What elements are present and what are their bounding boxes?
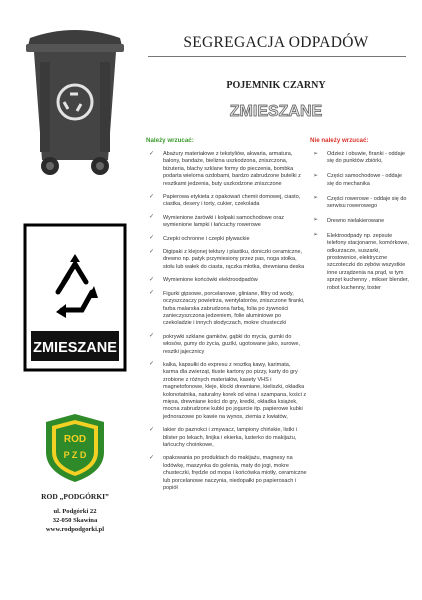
list-item: ➢ Części rowerowe - oddaje się do serwisu rowerowego xyxy=(313,195,407,210)
check-icon: ✓ xyxy=(149,248,155,255)
check-icon: ✓ xyxy=(149,276,155,283)
category-title: ZMIESZANE xyxy=(229,103,323,120)
logo-text: ROD xyxy=(63,434,87,445)
list-item: ➢ Drewno nielakierowane xyxy=(313,217,385,224)
allowed-list xyxy=(147,151,307,498)
list-item: ✓ pokrywki szklane gamków, gąbki do mycia, gumki do włosów, gumy do życia, guziki, ugotowane jako, surowe, resztki jajecznicy xyxy=(149,333,300,355)
denied-heading: Nie należy wrzucać: xyxy=(310,137,369,144)
title-divider xyxy=(148,56,406,57)
organization-city: 32-050 Skawina xyxy=(52,517,98,524)
page-title: SEGREGACJA ODPADÓW xyxy=(183,34,369,51)
list-item: ✓ Digipaki z klejonej tektury i plastiku, doniczki ceramiczne, drewno np. patyk przymiesiony przez pas, noga stołka, stołu lub wałek do ciasta, rączka młotka, drewniana deska xyxy=(149,248,305,270)
rod-logo xyxy=(42,412,108,484)
arrow-icon: ➢ xyxy=(313,172,319,179)
logo-letters: P Z D xyxy=(63,450,87,460)
arrow-icon: ➢ xyxy=(313,195,319,202)
label-card-text: ZMIESZANE xyxy=(33,340,117,356)
denied-list xyxy=(311,151,409,300)
black-wheelie-bin-icon xyxy=(20,20,130,180)
check-icon: ✓ xyxy=(149,454,155,461)
list-item: ✓ Wymienione końcówki elektroodpadów xyxy=(149,276,258,284)
arrow-icon: ➢ xyxy=(313,217,319,224)
check-icon: ✓ xyxy=(149,193,155,200)
check-icon: ✓ xyxy=(149,150,155,157)
check-icon: ✓ xyxy=(149,426,155,433)
check-icon: ✓ xyxy=(149,333,155,340)
organization-street: ul. Podgórki 22 xyxy=(53,508,97,515)
container-title: POJEMNIK CZARNY xyxy=(226,80,326,91)
list-item: ✓ opakowania po produktach do makijażu, magnesy na lodówkę, maszynka do golenia, maty do jogi, mokre chusteczki, frędzle od mopa i końcówka miotły, ceramiczne lub porcelanowe naczynia, niedopałki po papierosach i popiół xyxy=(149,454,307,492)
arrow-icon: ➢ xyxy=(313,150,319,157)
organization-name: ROD „PODGÓRKI” xyxy=(41,492,109,501)
check-icon: ✓ xyxy=(149,361,155,368)
list-item: ➢ Elektroodpady np. zepsute telefony stacjonarne, komórkowe, odkurzacze, suszarki, prostownice, elektryczne szczoteczki do zębów wszystkie inne urządzenia na prąd, w tym sprzęt kuchenny , mikser blender, robot kuchenny, toster xyxy=(313,232,409,291)
list-item: ✓ kalka, kapsułki do expresu z resztką kawy, karimata, karma dla zwierząt, tłuste kartony po pizzy, karty do gry zrobione z różnych materiałów, kasety VHS i magnetofonowe, kleje, klocki drewniane, kieliszki, okładka kolonotatnika, naturalny korek od wina i szampana, kości z mięsa, drewniane kości do gry, kredki, okładka książek, mocna zabrudzone kubki po jogurcie itp. papierowe kubki jednorazowe po kawie na wynos, ziemia z kwiatów, xyxy=(149,361,307,420)
allowed-heading: Należy wrzucać: xyxy=(146,137,194,144)
list-item: ✓ lakier do paznokci i zmywacz, lampiony chińskie, listki i blister po lekach, linijka i ekierka, lusterko do makijażu, łańcuchy choinkowe, xyxy=(149,426,297,448)
mixed-waste-label-card xyxy=(20,220,130,375)
list-item: ✓ Figurki gipsowe, porcelanowe, gliniane, filtry od wody, oczyszczaczy powietrza, wentylatorów, zniszczone firanki, farba malarska zabrudzona farbą, folia po żywności zanieczyszczona jedzeniem, folie aluminiowe po czekoladzie i innych słodyczach, mokre chusteczki xyxy=(149,290,305,327)
category-heading xyxy=(145,96,407,122)
check-icon: ✓ xyxy=(149,290,155,297)
arrow-icon: ➢ xyxy=(313,232,319,239)
list-item: ✓ Czepki ochronne i czepki pływackie xyxy=(149,235,250,242)
list-item: ✓ Papierowa etykieta z opakowań chemii domowej, ciasto, ciastka, desery i torty, cukier, czekolada xyxy=(149,193,301,208)
organization-website[interactable]: www.rodpodgorki.pl xyxy=(45,526,105,533)
list-item: ➢ Odzież i obuwie, firanki - oddaje się do punktów zbiórki, xyxy=(313,150,405,165)
list-item: ✓ Abażury materiałowe z tekstyliów, akwaria, armatura, balony, bandaże, bielizna uszkodzona, zniszczona, biżuteria, blachy szklane formy do pieczenia, bombka podarta wielorna ozdobami, bardzo zabrudzone butelki z resztkami jedzenia, buty uszkodzone zniszczone xyxy=(149,150,301,187)
list-item: ➢ Części samochodowe - oddaje się do mechanika xyxy=(313,172,402,187)
check-icon: ✓ xyxy=(149,214,155,221)
check-icon: ✓ xyxy=(149,235,155,242)
list-item: ✓ Wymienione żarówki i kołpaki samochodowe oraz wymienione lampki i łańcuchy rowerowe xyxy=(149,214,285,229)
